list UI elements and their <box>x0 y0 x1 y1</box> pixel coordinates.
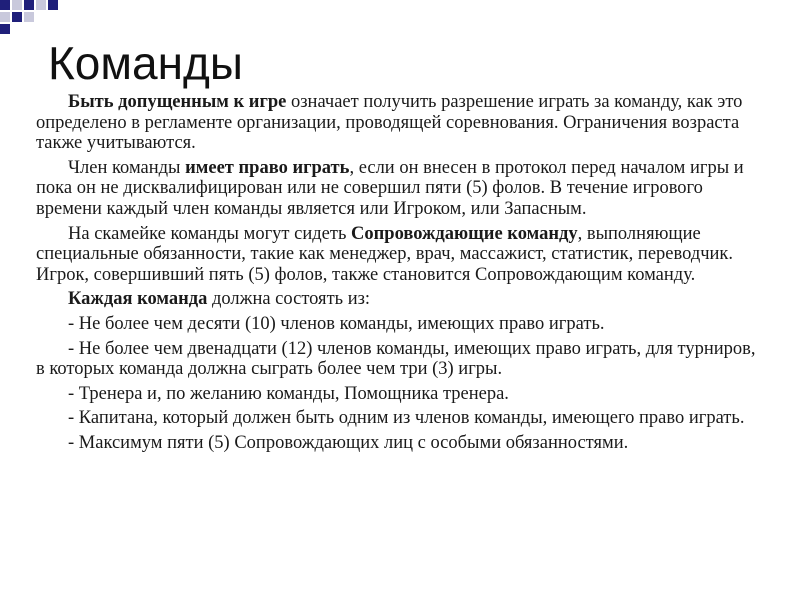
list-item: - Не более чем двенадцати (12) членов команды, имеющих право играть, для турниров, в которых команда должна сыграть более чем три (3) игры. <box>36 338 756 380</box>
paragraph-eligibility <box>36 92 756 154</box>
team-followers-prefix: На скамейке команды могут сидеть <box>68 223 352 244</box>
team-followers-term: Сопровождающие команду <box>351 223 578 244</box>
list-item: - Тренера и, по желанию команды, Помощника тренера. <box>68 383 509 404</box>
slide-title: Команды <box>48 37 243 89</box>
corner-decoration <box>0 0 80 40</box>
right-to-play-prefix: Член команды <box>68 157 186 178</box>
eligibility-text: означает получить разрешение играть за команду, как это определено в регламенте организации, проводящей соревнования. Ограничения возраста также учитываются. <box>36 92 743 154</box>
team-followers-text: , выполняющие специальные обязанности, такие как менеджер, врач, массажист, статистик, переводчик. Игрок, совершивший пять (5) фолов, также становится Сопровождающим команду. <box>36 223 734 285</box>
team-composition-term: Каждая команда <box>68 289 208 310</box>
paragraph-team-followers <box>36 224 756 286</box>
eligibility-term: Быть допущенным к игре <box>68 92 287 112</box>
team-composition-text: должна состоять из: <box>207 289 371 310</box>
list-item: - Не более чем десяти (10) членов команды, имеющих право играть. <box>68 313 605 334</box>
paragraph-team-composition <box>36 289 756 310</box>
list-item: - Максимум пяти (5) Сопровождающих лиц с особыми обязанностями. <box>68 432 629 453</box>
right-to-play-term: имеет право играть <box>185 157 350 178</box>
paragraph-right-to-play <box>36 158 756 220</box>
list-item: - Капитана, который должен быть одним из членов команды, имеющего право играть. <box>68 408 745 429</box>
slide-body <box>36 92 756 458</box>
right-to-play-text: , если он внесен в протокол перед началом игры и пока он не дисквалифицирован или не совершил пяти (5) фолов. В течение игрового времени каждый член команды является или Игроком, или Запасным. <box>36 157 744 219</box>
